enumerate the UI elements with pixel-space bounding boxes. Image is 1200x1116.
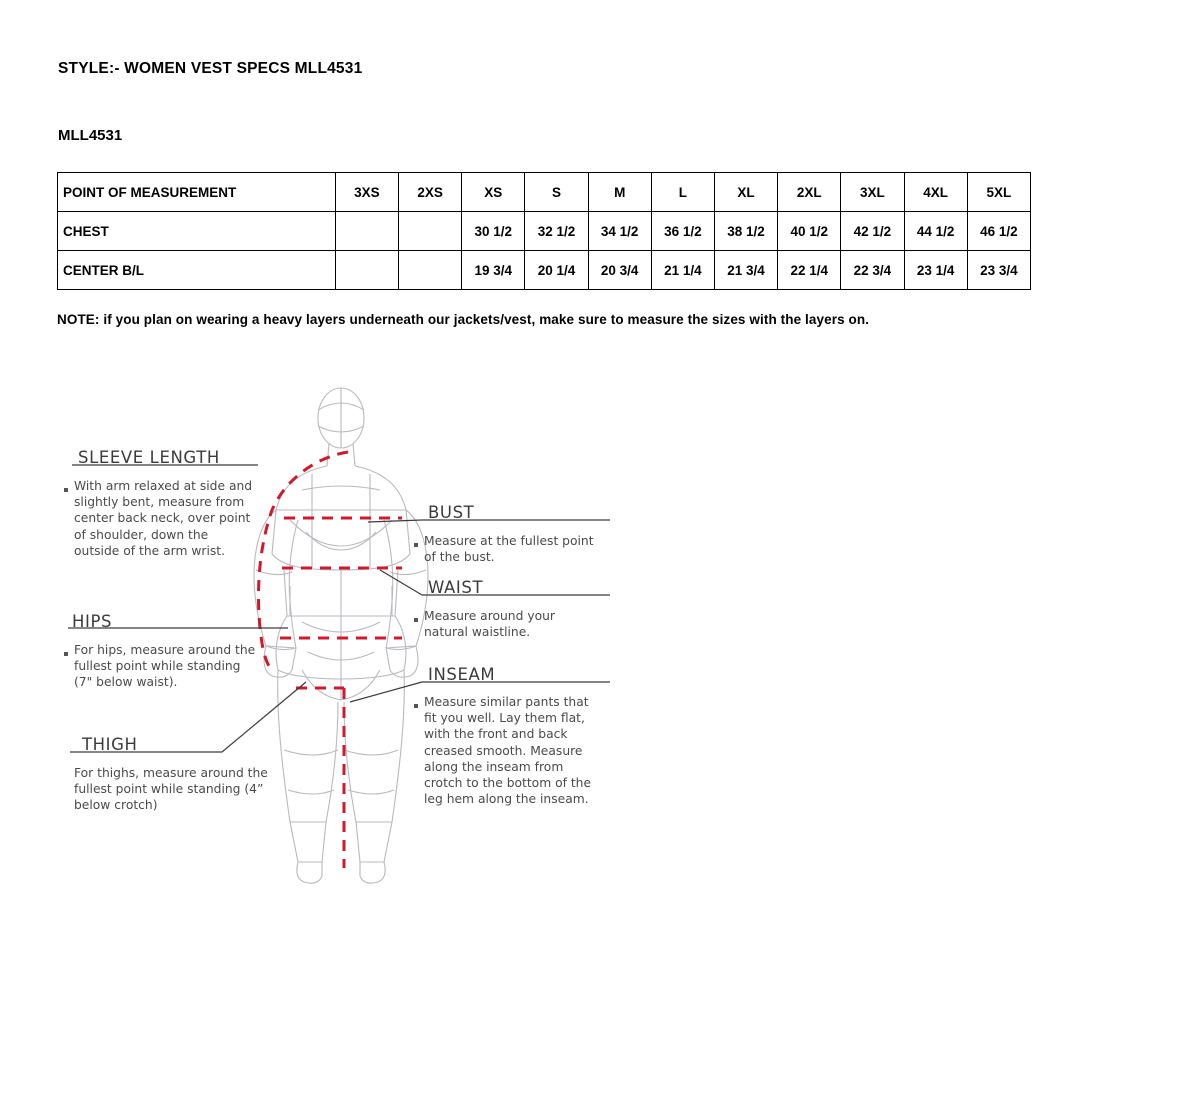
callout-heading-thigh: THIGH	[82, 735, 138, 754]
cell-centerbl-2xl: 22 1/4	[778, 251, 841, 290]
column-header-2xl: 2XL	[778, 173, 841, 212]
callout-heading-inseam: INSEAM	[428, 665, 496, 684]
cell-centerbl-3xl: 22 3/4	[841, 251, 904, 290]
style-code: MLL4531	[58, 127, 123, 144]
cell-centerbl-m: 20 3/4	[588, 251, 651, 290]
bullet-icon	[414, 704, 418, 708]
column-header-3xl: 3XL	[841, 173, 904, 212]
column-header-s: S	[525, 173, 588, 212]
callout-heading-waist: WAIST	[428, 578, 484, 597]
column-header-l: L	[651, 173, 714, 212]
page-title: STYLE:- WOMEN VEST SPECS MLL4531	[58, 60, 363, 77]
column-header-m: M	[588, 173, 651, 212]
callout-body-sleeve-length: With arm relaxed at side and slightly bent, measure from center back neck, over point of shoulder, down the outside of the arm wrist.	[74, 479, 253, 558]
callout-body-hips: For hips, measure around the fullest point while standing (7" below waist).	[74, 643, 256, 690]
measurement-lines	[259, 452, 403, 868]
callout-body-inseam: Measure similar pants that fit you well. Lay them flat, with the front and back creased smooth. Measure along the inseam from crotch to the bottom of the leg hem along the inseam.	[424, 695, 592, 807]
mannequin-outline	[254, 388, 428, 883]
callout-body-waist: Measure around your natural waistline.	[424, 609, 555, 640]
cell-chest-5xl: 46 1/2	[967, 212, 1030, 251]
table-row	[58, 251, 1031, 290]
cell-centerbl-5xl: 23 3/4	[967, 251, 1030, 290]
size-spec-table	[57, 172, 1031, 290]
cell-centerbl-3xs	[335, 251, 398, 290]
cell-chest-2xl: 40 1/2	[778, 212, 841, 251]
cell-chest-l: 36 1/2	[651, 212, 714, 251]
row-label-chest: CHEST	[58, 212, 336, 251]
column-header-xl: XL	[714, 173, 777, 212]
column-header-4xl: 4XL	[904, 173, 967, 212]
cell-centerbl-2xs	[399, 251, 462, 290]
bullet-icon	[64, 652, 68, 656]
cell-centerbl-l: 21 1/4	[651, 251, 714, 290]
column-header-point-of-measurement: POINT OF MEASUREMENT	[58, 173, 336, 212]
cell-chest-xl: 38 1/2	[714, 212, 777, 251]
cell-chest-m: 34 1/2	[588, 212, 651, 251]
callout-heading-sleeve-length: SLEEVE LENGTH	[78, 448, 220, 467]
bullet-icon	[414, 618, 418, 622]
cell-chest-2xs	[399, 212, 462, 251]
measurement-note: NOTE: if you plan on wearing a heavy layers underneath our jackets/vest, make sure to measure the sizes with the layers on.	[57, 312, 870, 327]
cell-chest-4xl: 44 1/2	[904, 212, 967, 251]
table-row	[58, 212, 1031, 251]
callout-body-thigh: For thighs, measure around the fullest point while standing (4” below crotch)	[74, 766, 268, 813]
callout-heading-bust: BUST	[428, 503, 475, 522]
cell-chest-3xs	[335, 212, 398, 251]
cell-centerbl-xs: 19 3/4	[462, 251, 525, 290]
cell-centerbl-xl: 21 3/4	[714, 251, 777, 290]
column-header-2xs: 2XS	[399, 173, 462, 212]
callout-body-bust: Measure at the fullest point of the bust.	[424, 534, 594, 565]
cell-chest-xs: 30 1/2	[462, 212, 525, 251]
column-header-3xs: 3XS	[335, 173, 398, 212]
cell-centerbl-4xl: 23 1/4	[904, 251, 967, 290]
cell-centerbl-s: 20 1/4	[525, 251, 588, 290]
callout-heading-hips: HIPS	[72, 612, 113, 631]
table-header-row	[58, 173, 1031, 212]
cell-chest-s: 32 1/2	[525, 212, 588, 251]
row-label-center-bl: CENTER B/L	[58, 251, 336, 290]
bullet-icon	[64, 488, 68, 492]
bullet-icon	[414, 543, 418, 547]
column-header-xs: XS	[462, 173, 525, 212]
cell-chest-3xl: 42 1/2	[841, 212, 904, 251]
measurement-diagram	[50, 370, 690, 910]
column-header-5xl: 5XL	[967, 173, 1030, 212]
